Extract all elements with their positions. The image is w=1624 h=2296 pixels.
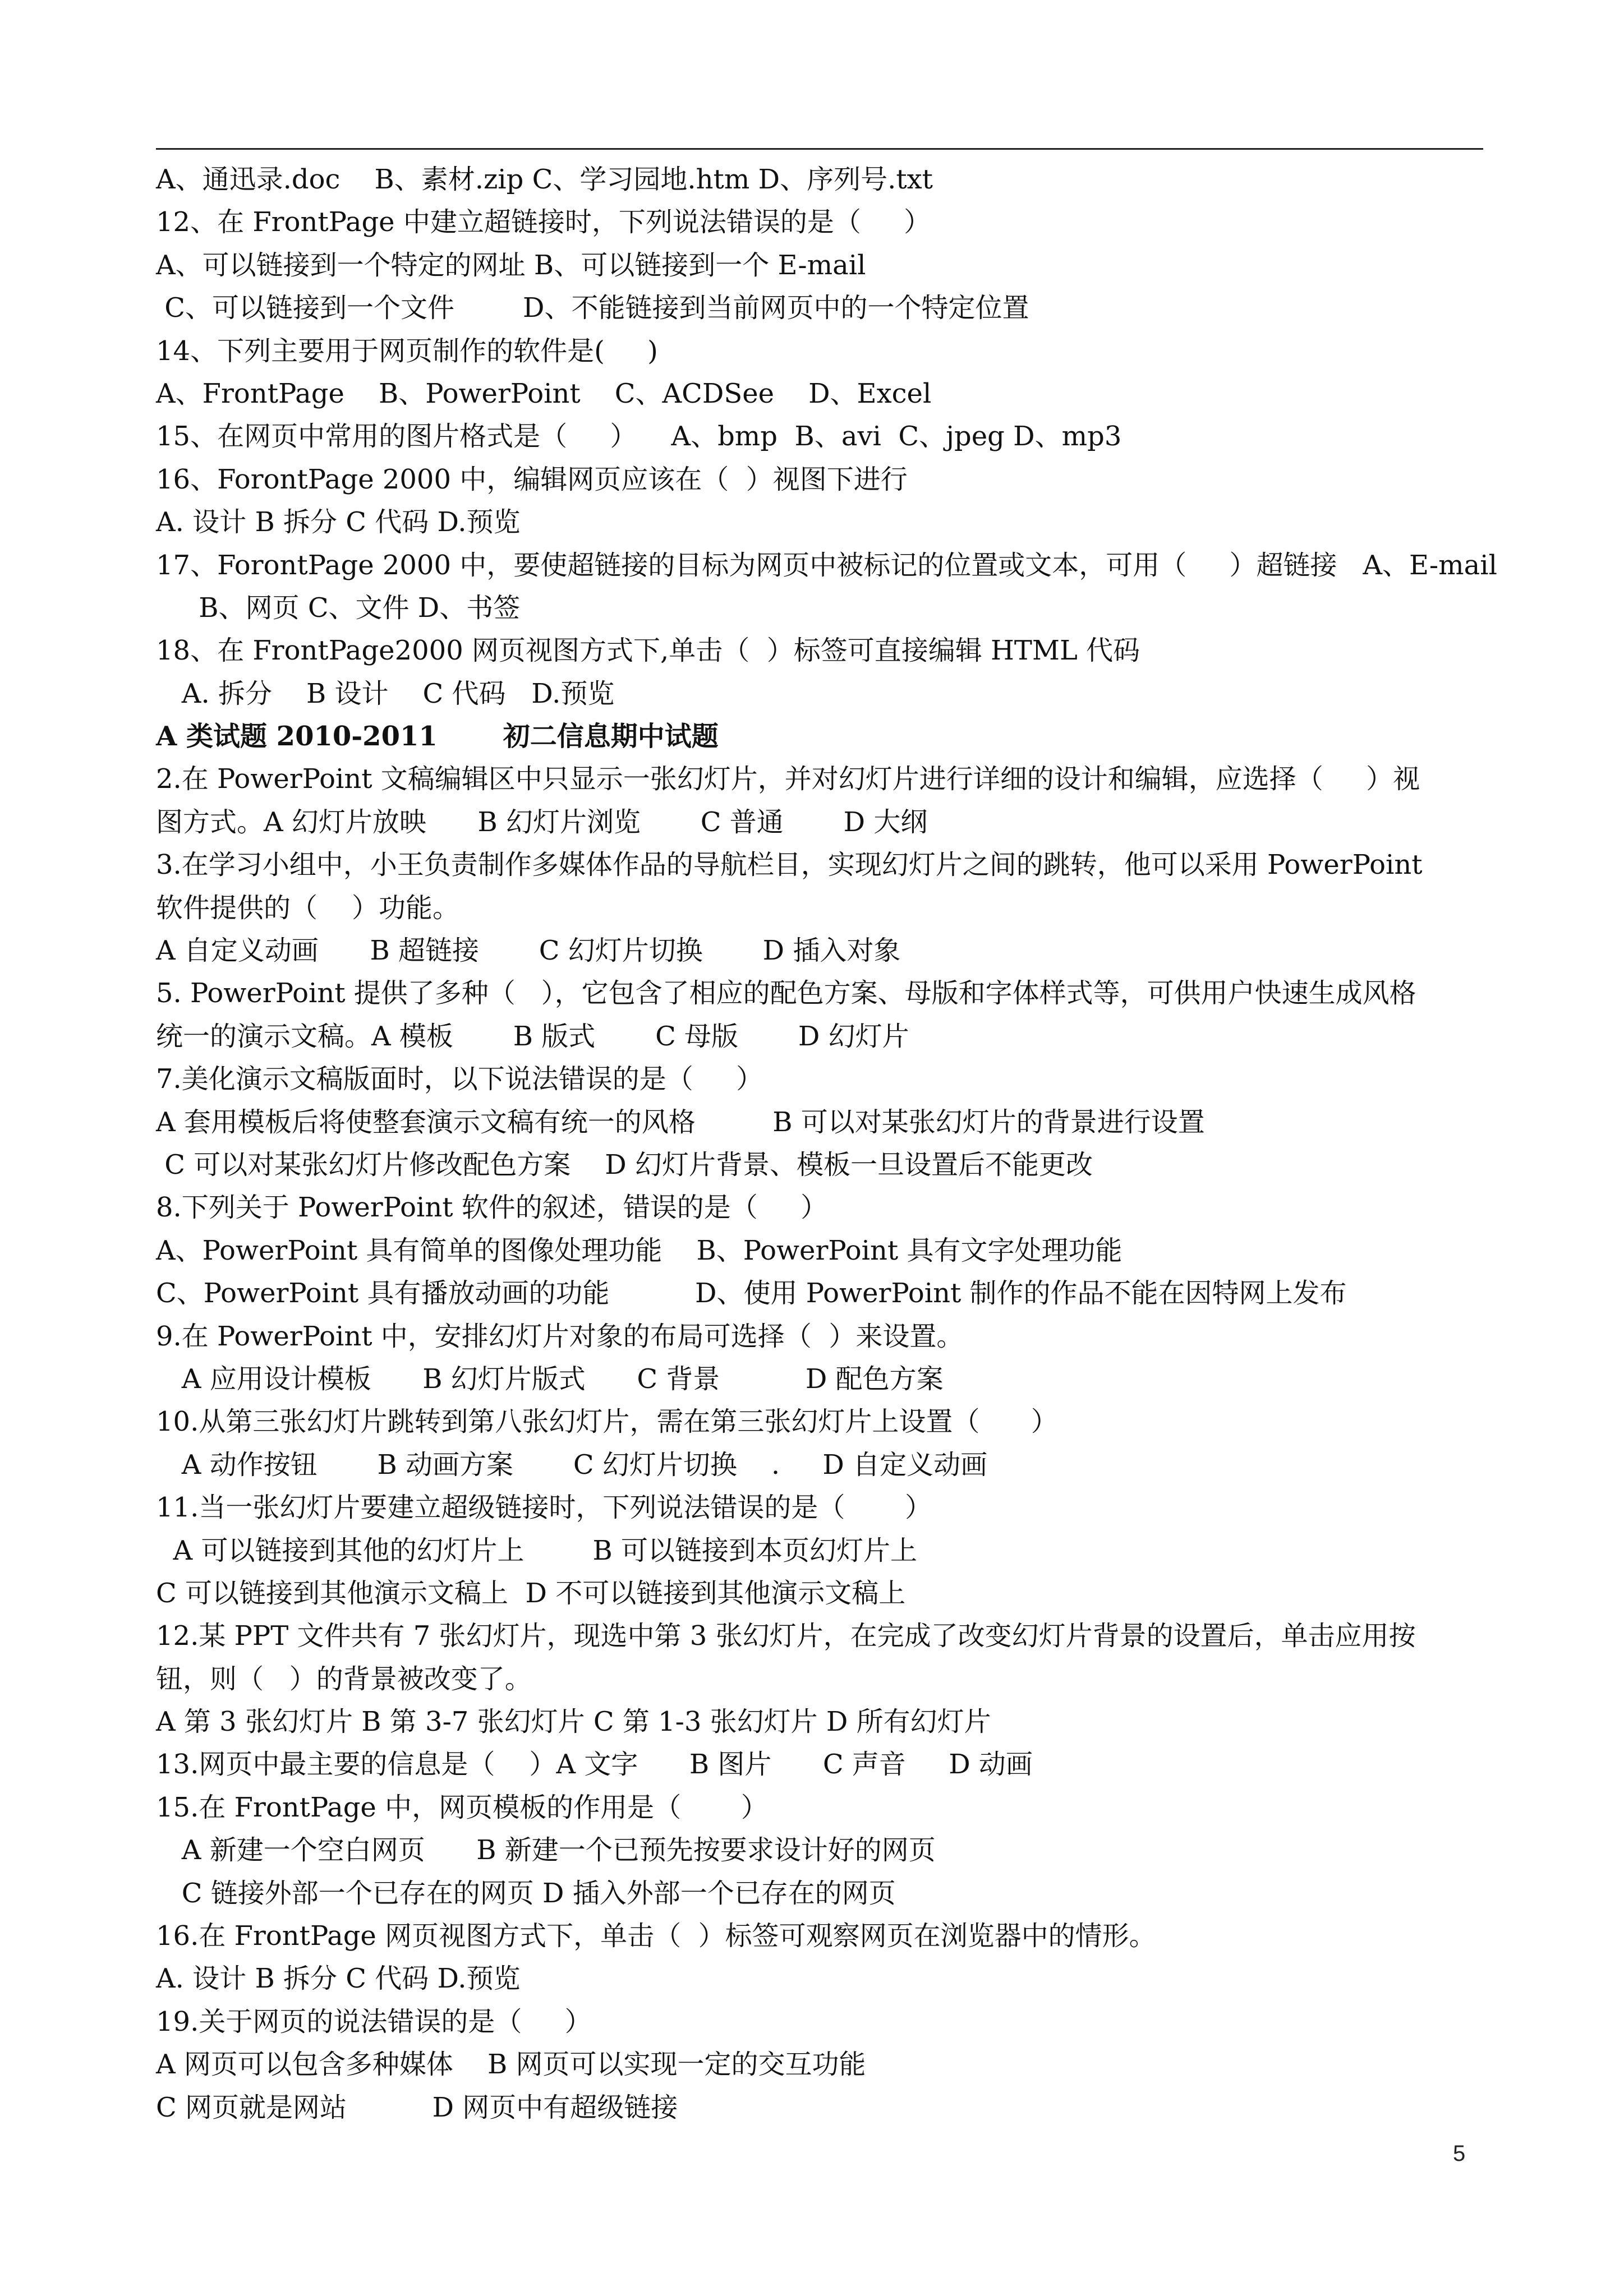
text-line: 14、下列主要用于网页制作的软件是( ): [156, 335, 658, 367]
text-line: 15.在 FrontPage 中，网页模板的作用是（ ）: [156, 1791, 768, 1823]
text-line: A 可以链接到其他的幻灯片上 B 可以链接到本页幻灯片上: [156, 1534, 918, 1566]
text-line: 8.下列关于 PowerPoint 软件的叙述，错误的是（ ）: [156, 1192, 828, 1224]
text-line: B、网页 C、文件 D、书签: [156, 592, 521, 624]
text-line: A 套用模板后将使整套演示文稿有统一的风格 B 可以对某张幻灯片的背景进行设置: [156, 1106, 1205, 1138]
text-line: A 应用设计模板 B 幻灯片版式 C 背景 D 配色方案: [156, 1363, 944, 1395]
page-number: 5: [1453, 2141, 1466, 2166]
text-line: 17、ForontPage 2000 中，要使超链接的目标为网页中被标记的位置或文本，可用（ ）超链接 A、E-mail: [156, 549, 1497, 581]
text-line: 钮，则（ ）的背景被改变了。: [156, 1663, 532, 1695]
text-line: 3.在学习小组中，小王负责制作多媒体作品的导航栏目，实现幻灯片之间的跳转，他可以采用 PowerPoint: [156, 849, 1423, 881]
text-line: A、FrontPage B、PowerPoint C、ACDSee D、Excel: [156, 377, 932, 409]
text-line: 7.美化演示文稿版面时，以下说法错误的是（ ）: [156, 1063, 763, 1095]
text-line: A 第 3 张幻灯片 B 第 3-7 张幻灯片 C 第 1-3 张幻灯片 D 所有幻灯片: [156, 1706, 991, 1738]
section-heading: A 类试题 2010-2011 初二信息期中试题: [156, 721, 719, 753]
text-line: A、通迅录.doc B、素材.zip C、学习园地.htm D、序列号.txt: [156, 164, 933, 195]
text-line: 10.从第三张幻灯片跳转到第八张幻灯片，需在第三张幻灯片上设置（ ）: [156, 1406, 1058, 1438]
text-line: C 可以链接到其他演示文稿上 D 不可以链接到其他演示文稿上: [156, 1577, 906, 1609]
text-line: 18、在 FrontPage2000 网页视图方式下,单击（ ）标签可直接编辑 HTML 代码: [156, 635, 1140, 667]
text-line: A. 设计 B 拆分 C 代码 D.预览: [156, 1963, 521, 1995]
text-line: 统一的演示文稿。A 模板 B 版式 C 母版 D 幻灯片: [156, 1020, 909, 1052]
text-line: 软件提供的（ ）功能。: [156, 892, 460, 924]
text-line: A. 设计 B 拆分 C 代码 D.预览: [156, 506, 521, 538]
text-line: 图方式。A 幻灯片放映 B 幻灯片浏览 C 普通 D 大纲: [156, 806, 928, 838]
text-line: A 自定义动画 B 超链接 C 幻灯片切换 D 插入对象: [156, 935, 901, 967]
text-line: A、可以链接到一个特定的网址 B、可以链接到一个 E-mail: [156, 249, 866, 281]
text-line: 19.关于网页的说法错误的是（ ）: [156, 2005, 592, 2037]
text-line: C 网页就是网站 D 网页中有超级链接: [156, 2091, 678, 2123]
text-line: C 链接外部一个已存在的网页 D 插入外部一个已存在的网页: [156, 1877, 896, 1909]
text-line: 9.在 PowerPoint 中，安排幻灯片对象的布局可选择（ ）来设置。: [156, 1320, 964, 1352]
text-line: C、可以链接到一个文件 D、不能链接到当前网页中的一个特定位置: [156, 292, 1029, 324]
text-line: A、PowerPoint 具有简单的图像处理功能 B、PowerPoint 具有文字处理功能: [156, 1234, 1122, 1266]
text-line: 16.在 FrontPage 网页视图方式下，单击（ ）标签可观察网页在浏览器中的情形。: [156, 1920, 1156, 1952]
text-line: 11.当一张幻灯片要建立超级链接时，下列说法错误的是（ ）: [156, 1492, 932, 1524]
text-line: 12.某 PPT 文件共有 7 张幻灯片，现选中第 3 张幻灯片，在完成了改变幻灯片背景的设置后，单击应用按: [156, 1620, 1416, 1652]
text-line: A 网页可以包含多种媒体 B 网页可以实现一定的交互功能: [156, 2049, 866, 2081]
text-line: 15、在网页中常用的图片格式是（ ） A、bmp B、avi C、jpeg D、mp3: [156, 421, 1122, 453]
text-line: A. 拆分 B 设计 C 代码 D.预览: [156, 677, 615, 709]
text-line: 16、ForontPage 2000 中，编辑网页应该在（ ）视图下进行: [156, 463, 908, 495]
header-rule: [156, 148, 1483, 150]
question-list: [156, 158, 1502, 2129]
text-line: C、PowerPoint 具有播放动画的功能 D、使用 PowerPoint 制作的作品不能在因特网上发布: [156, 1278, 1347, 1310]
text-line: C 可以对某张幻灯片修改配色方案 D 幻灯片背景、模板一旦设置后不能更改: [156, 1149, 1093, 1181]
text-line: 12、在 FrontPage 中建立超链接时，下列说法错误的是（ ）: [156, 206, 931, 238]
text-line: A 新建一个空白网页 B 新建一个已预先按要求设计好的网页: [156, 1834, 936, 1866]
text-line: 5. PowerPoint 提供了多种（ ），它包含了相应的配色方案、母版和字体样式等，可供用户快速生成风格: [156, 978, 1416, 1009]
text-line: A 动作按钮 B 动画方案 C 幻灯片切换 . D 自定义动画: [156, 1449, 988, 1481]
text-line: 2.在 PowerPoint 文稿编辑区中只显示一张幻灯片，并对幻灯片进行详细的设计和编辑，应选择（ ）视: [156, 763, 1420, 795]
text-line: 13.网页中最主要的信息是（ ）A 文字 B 图片 C 声音 D 动画: [156, 1749, 1033, 1781]
